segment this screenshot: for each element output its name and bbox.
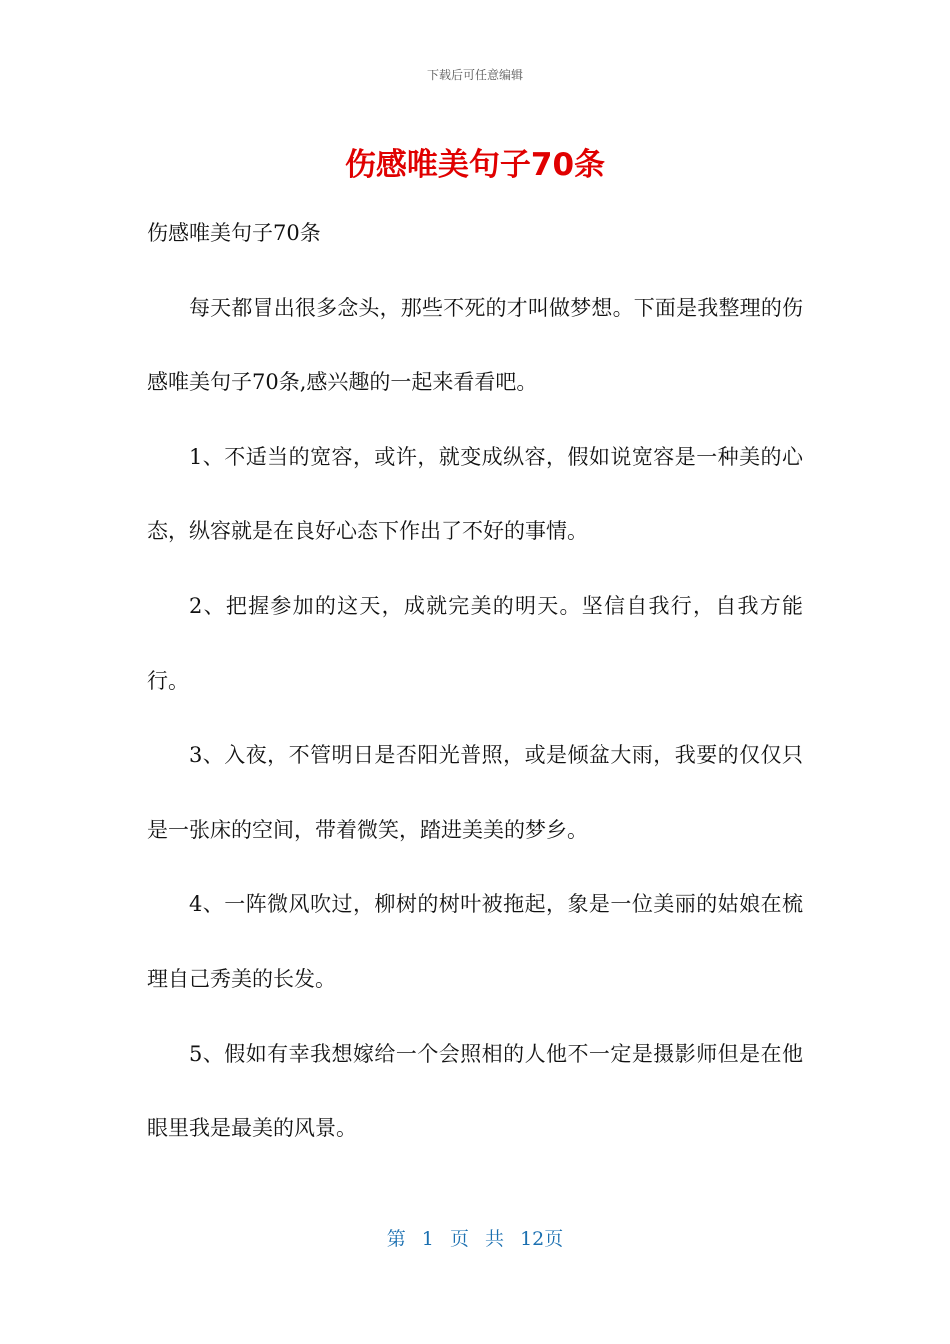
page-footer — [0, 1224, 950, 1251]
footer-current-page: 1 — [421, 1228, 434, 1250]
footer-page-label-pre: 第 — [386, 1228, 406, 1250]
intro-paragraph: 每天都冒出很多念头，那些不死的才叫做梦想。下面是我整理的伤感唯美句子70条,感兴趣的一起来看看吧。 — [147, 295, 803, 395]
sentence-paragraph-3: 3、入夜，不管明日是否阳光普照，或是倾盆大雨，我要的仅仅只是一张床的空间，带着微笑，踏进美美的梦乡。 — [147, 743, 803, 842]
footer-total-label: 共 — [485, 1228, 505, 1250]
sentence-paragraph-5: 5、假如有幸我想嫁给一个会照相的人他不一定是摄影师但是在他眼里我是最美的风景。 — [147, 1041, 803, 1141]
header-note: 下载后可任意编辑 — [426, 68, 523, 82]
subtitle-paragraph: 伤感唯美句子70条 — [147, 221, 321, 245]
document-body — [147, 196, 803, 1166]
sentence-paragraph-2: 2、把握参加的这天，成就完美的明天。坚信自我行，自我方能行。 — [147, 593, 803, 693]
sentence-paragraph-1: 1、不适当的宽容，或许，就变成纵容，假如说宽容是一种美的心态，纵容就是在良好心态下作出了不好的事情。 — [147, 444, 803, 544]
sentence-paragraph-4: 4、一阵微风吹过，柳树的树叶被拖起，象是一位美丽的姑娘在梳理自己秀美的长发。 — [147, 892, 803, 991]
footer-page-label-mid: 页 — [449, 1228, 469, 1250]
document-title: 伤感唯美句子70条 — [344, 147, 606, 183]
footer-total-pages: 12页 — [520, 1228, 564, 1250]
